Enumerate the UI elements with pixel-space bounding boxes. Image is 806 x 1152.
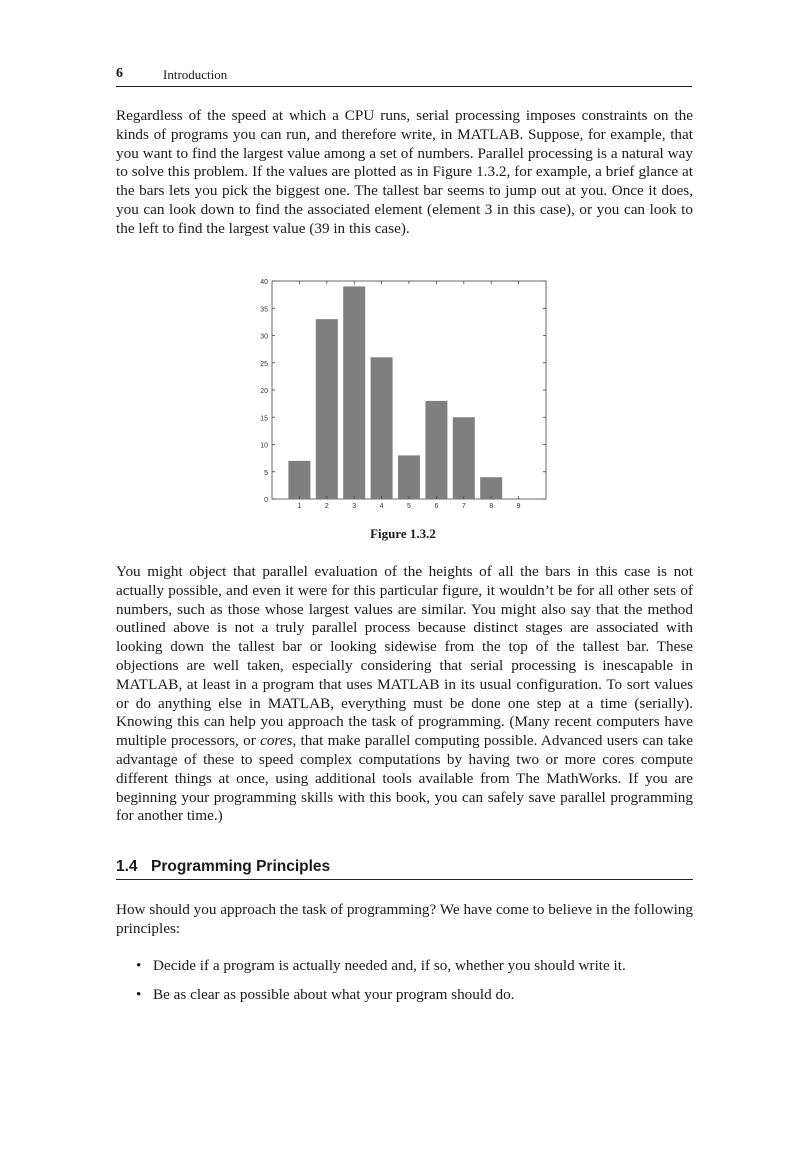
- bullet-icon: •: [136, 957, 142, 974]
- y-tick-label: 20: [260, 388, 268, 395]
- bullet-icon: •: [136, 986, 142, 1003]
- list-item: [136, 957, 692, 986]
- x-tick-label: 3: [352, 503, 357, 510]
- bar: [343, 286, 365, 499]
- x-tick-label: 6: [434, 503, 439, 510]
- x-tick-label: 5: [407, 503, 411, 510]
- y-tick-label: 15: [260, 415, 268, 423]
- x-tick-label: 4: [379, 503, 384, 510]
- section-number: 1.4: [116, 858, 138, 875]
- bar: [316, 319, 338, 499]
- x-tick-label: 2: [324, 503, 329, 510]
- principles-list: [136, 957, 692, 1015]
- running-header: [116, 66, 692, 87]
- section-title: Programming Principles: [151, 858, 331, 875]
- bar: [398, 455, 420, 499]
- paragraph-parallel: [116, 563, 693, 826]
- list-item-text: Decide if a program is actually needed and, if so, whether you should write it.: [153, 957, 626, 974]
- y-tick-label: 25: [260, 360, 268, 368]
- y-tick-label: 0: [264, 497, 268, 504]
- paragraph-principles: How should you approach the task of programming? We have come to believe in the following principles:: [116, 901, 693, 937]
- paragraph-intro: Regardless of the speed at which a CPU runs, serial processing imposes constraints on the kinds of programs you can run, and therefore write, in MATLAB. Suppose, for example, that you want to find the largest value among a set of numbers. Parallel processing is a natural way to solve this problem. If the values are plotted as in Figure 1.3.2, for example, a brief glance at the bars lets you pick the biggest one. The tallest bar seems to jump out at you. Once it does, you can look down to find the associated element (element 3 in this case), or you can look to the left to find the largest value (39 in this case).: [116, 107, 693, 237]
- y-tick-label: 30: [260, 333, 268, 341]
- section-heading: [116, 857, 693, 880]
- figure-caption: Figure 1.3.2: [370, 526, 436, 541]
- y-tick-label: 35: [260, 306, 268, 314]
- bar: [480, 477, 502, 499]
- bar: [425, 401, 447, 499]
- chapter-title: Introduction: [163, 67, 228, 82]
- x-tick-label: 9: [516, 503, 521, 510]
- bar-chart-svg: [248, 272, 554, 514]
- y-tick-label: 5: [264, 469, 268, 477]
- bar: [453, 417, 475, 499]
- paragraph-parallel-text-b: , that make parallel computing possible. Advanced users can take advantage of these to speed complex computations by having two or more cores compute different things at once, using additional tools available from The MathWorks. If you are beginning your programming skills with this book, you can safely save parallel programming for another time.): [116, 732, 693, 825]
- y-tick-label: 40: [260, 279, 268, 286]
- bar-chart: [248, 272, 554, 514]
- y-tick-label: 10: [260, 442, 268, 450]
- paragraph-parallel-text-a: You might object that parallel evaluation of the heights of all the bars in this case is not actually possible, and even it were for this particular figure, it wouldn’t be for all other sets of numbers, such as those whose largest values are similar. You might also say that the method outlined above is not a truly parallel process because distinct stages are associated with looking down the tallest bar or looking sidewise from the top of the tallest bar. These objections are well taken, especially considering that serial processing is inescapable in MATLAB, at least in a program that uses MATLAB in its usual configuration. To sort values or do anything else in MATLAB, everything must be done one step at a time (serially). Knowing this can help you approach the task of programming. (Many recent computers have multiple processors, or: [116, 563, 693, 750]
- list-item-text: Be as clear as possible about what your program should do.: [153, 986, 515, 1003]
- bar: [371, 357, 393, 499]
- x-tick-label: 8: [489, 503, 494, 510]
- x-tick-label: 1: [297, 503, 302, 510]
- bar: [288, 461, 310, 499]
- list-item: [136, 986, 692, 1015]
- paragraph-parallel-italic: cores: [260, 732, 293, 750]
- x-tick-label: 7: [461, 503, 466, 510]
- page-number: 6: [116, 66, 123, 81]
